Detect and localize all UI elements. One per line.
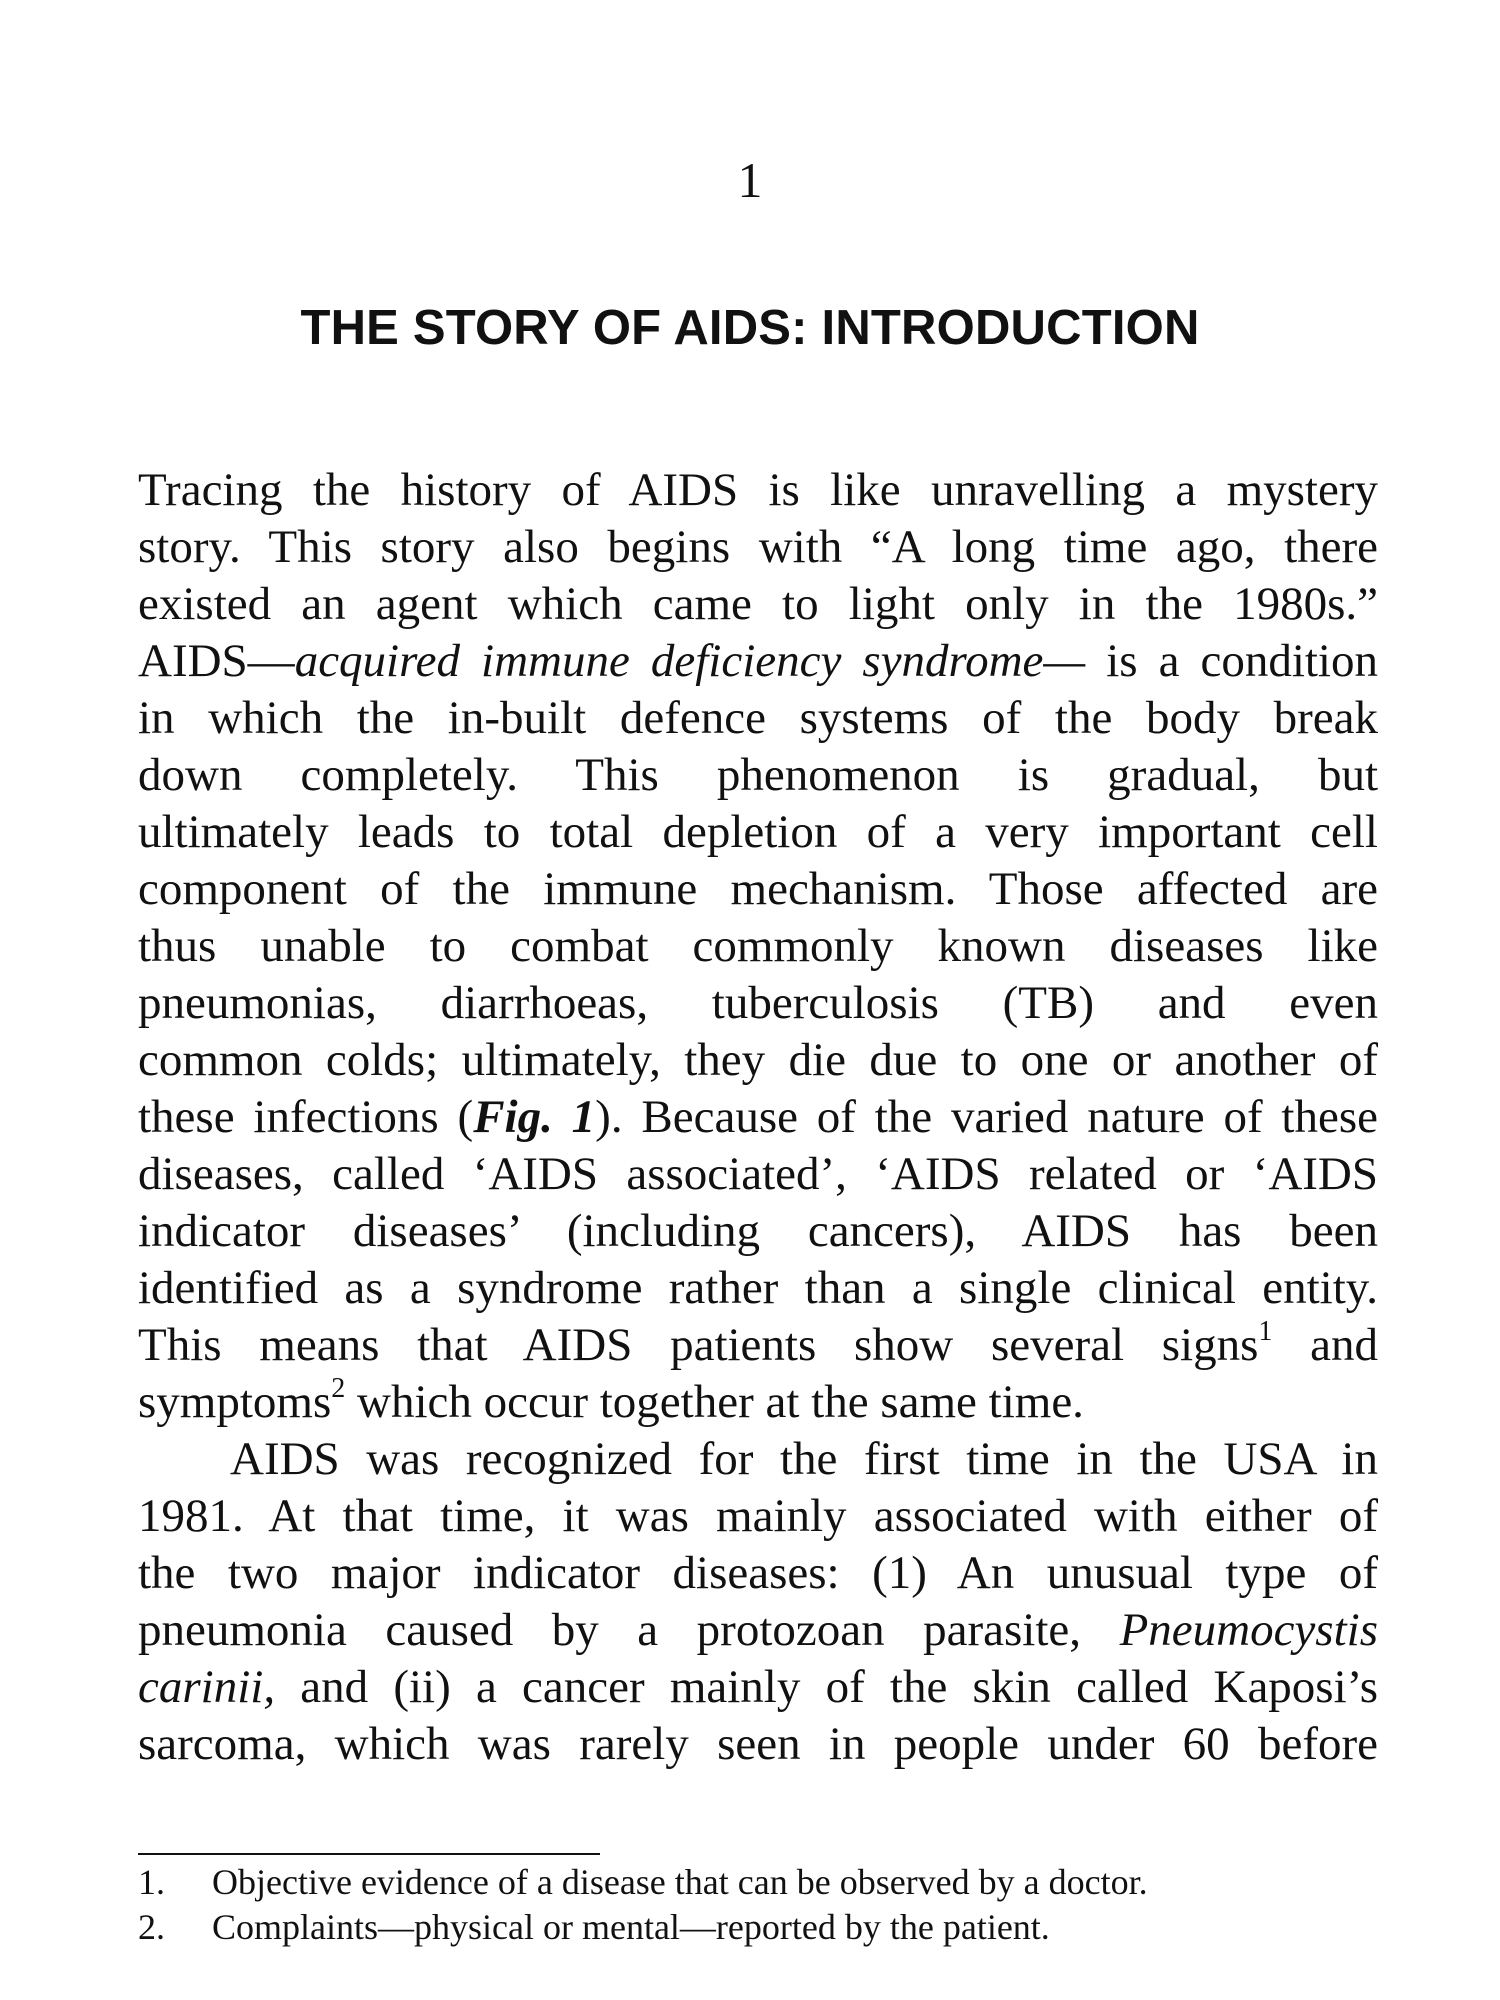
chapter-number: 1 bbox=[737, 152, 763, 208]
text-line bbox=[138, 1602, 1378, 1659]
text-line: 1981. At that time, it was mainly associated with either of bbox=[138, 1490, 1378, 1542]
text-run: This means that AIDS patients show several signs bbox=[138, 1319, 1259, 1371]
text-line: existed an agent which came to light only in the 1980s.” bbox=[138, 578, 1378, 630]
text-run: is a condition bbox=[1085, 635, 1378, 687]
text-line: AIDS was recognized for the first time in the USA in bbox=[230, 1433, 1378, 1485]
text-line bbox=[138, 633, 1378, 690]
text-line: in which the in-built defence systems of the body break bbox=[138, 692, 1378, 744]
text-line bbox=[138, 1089, 1378, 1146]
text-run: and bbox=[1272, 1319, 1378, 1371]
text-run: which occur together at the same time. bbox=[345, 1376, 1084, 1428]
text-line: story. This story also begins with “A long time ago, there bbox=[138, 521, 1378, 573]
body-text bbox=[138, 462, 1378, 1773]
footnote-text: Complaints—physical or mental—reported by the patient. bbox=[212, 1907, 1050, 1947]
text-line: down completely. This phenomenon is gradual, but bbox=[138, 749, 1378, 801]
text-line: pneumonias, diarrhoeas, tuberculosis (TB) and even bbox=[138, 977, 1378, 1029]
footnote-number: 1. bbox=[138, 1862, 165, 1902]
text-line: diseases, called ‘AIDS associated’, ‘AIDS related or ‘AIDS bbox=[138, 1148, 1378, 1200]
text-line: identified as a syndrome rather than a single clinical entity. bbox=[138, 1262, 1378, 1314]
text-run: AIDS— bbox=[138, 635, 295, 687]
text-line bbox=[138, 1317, 1378, 1374]
text-line bbox=[138, 1659, 1378, 1716]
text-line: ultimately leads to total depletion of a very important cell bbox=[138, 806, 1378, 858]
text-line: Tracing the history of AIDS is like unravelling a mystery bbox=[138, 464, 1378, 516]
footnotes bbox=[138, 1860, 1378, 1950]
text-line bbox=[138, 1374, 1378, 1431]
text-run: and (ii) a cancer mainly of the skin called Kaposi’s bbox=[275, 1661, 1378, 1713]
text-line: thus unable to combat commonly known diseases like bbox=[138, 920, 1378, 972]
text-run: symptoms bbox=[138, 1376, 332, 1428]
footnote-text: Objective evidence of a disease that can be observed by a doctor. bbox=[212, 1862, 1148, 1902]
chapter-title: THE STORY OF AIDS: INTRODUCTION bbox=[300, 301, 1200, 355]
footnote bbox=[138, 1905, 1378, 1950]
footnote bbox=[138, 1860, 1378, 1905]
text-run: pneumonia caused by a protozoan parasite, bbox=[138, 1604, 1120, 1656]
text-line: common colds; ultimately, they die due to one or another of bbox=[138, 1034, 1378, 1086]
italic-term: carinii, bbox=[138, 1661, 276, 1713]
text-line: sarcoma, which was rarely seen in people under 60 before bbox=[138, 1718, 1378, 1770]
footnote-marker: 2 bbox=[331, 1373, 346, 1404]
italic-term: Pneumocystis bbox=[1119, 1604, 1378, 1656]
footnote-number: 2. bbox=[138, 1907, 165, 1947]
footnote-marker: 1 bbox=[1258, 1316, 1273, 1347]
text-line: the two major indicator diseases: (1) An unusual type of bbox=[138, 1547, 1378, 1599]
text-run: ). Because of the varied nature of these bbox=[595, 1091, 1378, 1143]
text-line: indicator diseases’ (including cancers), AIDS has been bbox=[138, 1205, 1378, 1257]
figure-reference: Fig. 1 bbox=[473, 1091, 596, 1143]
text-line: component of the immune mechanism. Those affected are bbox=[138, 863, 1378, 915]
footnote-divider bbox=[138, 1853, 600, 1855]
italic-term: acquired immune deficiency syndrome— bbox=[294, 635, 1086, 687]
text-run: these infections ( bbox=[138, 1091, 474, 1143]
